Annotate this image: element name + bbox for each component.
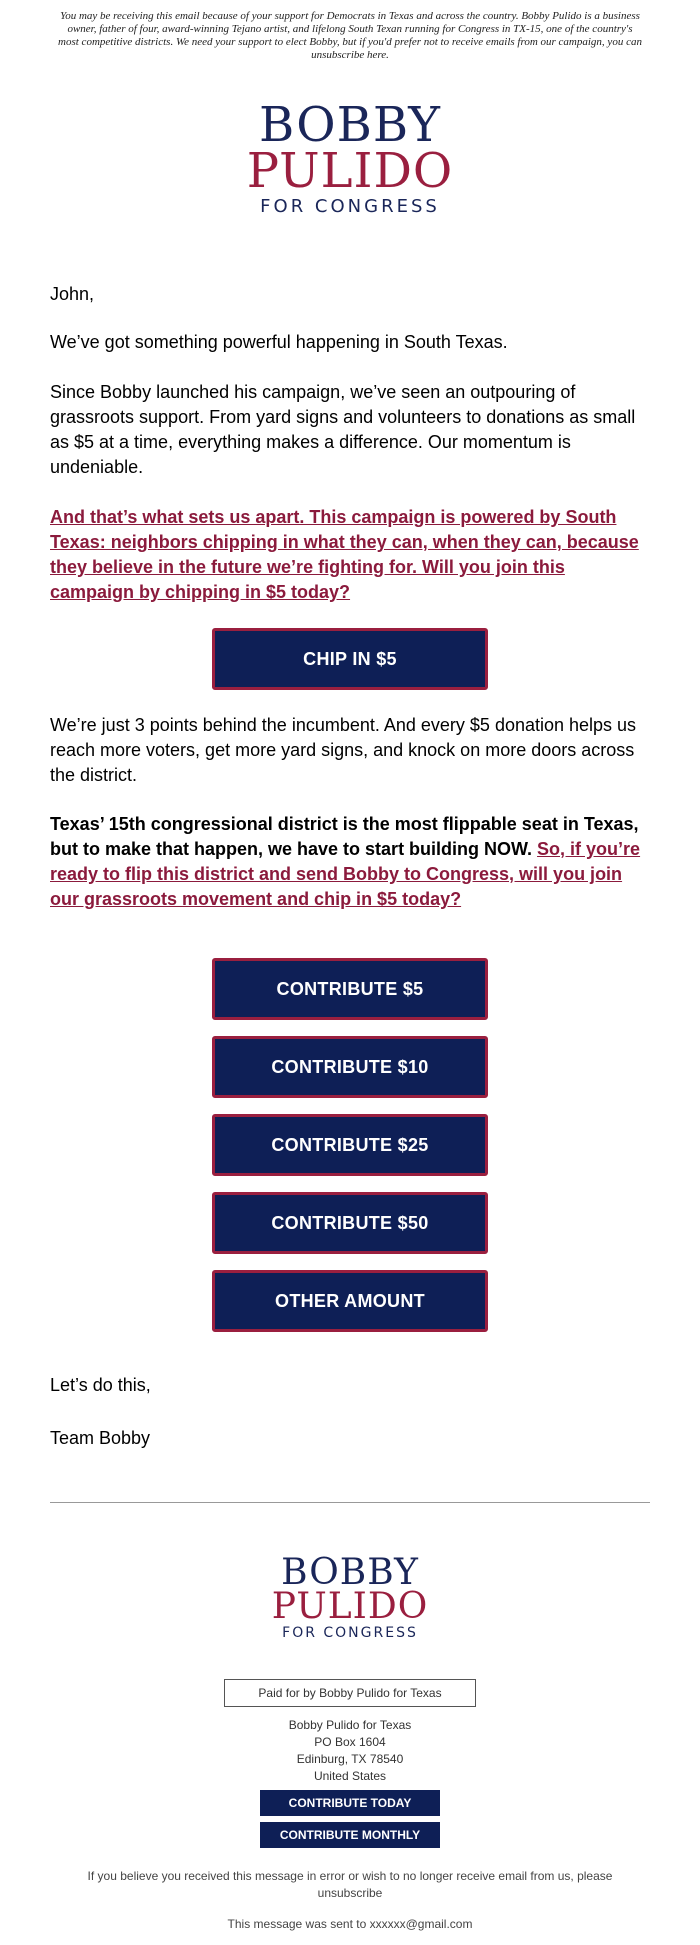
preheader-text: You may be receiving this email because of your support for Democrats in Texas and across the country. Bobby Pulido is a business owner, father of four, award-winning Tejano artist, and lifelong South Texan running for Congress in TX-15, one of the country's most competitive districts. We need your support to elect Bobby, but if you'd prefer not to receive emails from our campaign, you can unsubscribe here. [58, 10, 642, 61]
header-logo[interactable] [0, 97, 700, 237]
contribute-today-button[interactable]: CONTRIBUTE TODAY [260, 1790, 440, 1816]
contribute-monthly-button[interactable]: CONTRIBUTE MONTHLY [260, 1822, 440, 1848]
paragraph-ask-2 [50, 812, 650, 912]
contribute-5-button[interactable]: CONTRIBUTE $5 [212, 958, 488, 1020]
district-statement: Texas’ 15th congressional district is the most flippable seat in Texas, but to make that happen, we have to start building NOW. [50, 814, 639, 859]
logo-line-pulido: PULIDO [271, 1586, 429, 1627]
other-amount-button[interactable]: OTHER AMOUNT [212, 1270, 488, 1332]
donate-link-2[interactable]: So, if you’re ready to flip this district and send Bobby to Congress, will you join our grassroots movement and chip in $5 today? [50, 839, 641, 909]
greeting: John, [50, 284, 95, 304]
paid-for-disclaimer: Paid for by Bobby Pulido for Texas [224, 1679, 476, 1707]
chip-in-5-button[interactable]: CHIP IN $5 [212, 628, 488, 690]
signoff: Let’s do this, [50, 1375, 151, 1395]
logo-line-pulido: PULIDO [246, 143, 454, 199]
logo-line-bobby: BOBBY [281, 1552, 419, 1593]
contribute-25-button[interactable]: CONTRIBUTE $25 [212, 1114, 488, 1176]
donate-link-1[interactable]: And that’s what sets us apart. This campaign is powered by South Texas: neighbors chipping in what they can, when they can, because they believe in the future we’re fighting for. Will you join this campaign by chipping in $5 today? [50, 507, 639, 602]
footer-logo[interactable] [0, 1552, 700, 1641]
unsubscribe-notice[interactable]: If you believe you received this message in error or wish to no longer receive email from us, please unsubscribe [87, 1869, 613, 1900]
address-line: Bobby Pulido for Texas [288, 1718, 412, 1732]
signature: Team Bobby [50, 1428, 151, 1448]
paragraph-intro: We’ve got something powerful happening in South Texas. [50, 332, 508, 352]
address-line: PO Box 1604 [314, 1735, 386, 1749]
paragraph-momentum: Since Bobby launched his campaign, we’ve seen an outpouring of grassroots support. From yard signs and volunteers to donations as small as $5 at a time, everything makes a difference. Our momentum is undeniable. [50, 382, 636, 477]
address-line: Edinburg, TX 78540 [296, 1752, 404, 1766]
contribute-10-button[interactable]: CONTRIBUTE $10 [212, 1036, 488, 1098]
sent-to-notice: This message was sent to xxxxxx@gmail.com [227, 1917, 473, 1931]
paragraph-ask-1 [50, 505, 650, 605]
footer-divider [50, 1502, 650, 1503]
address-line: United States [313, 1769, 387, 1783]
paragraph-polls: We’re just 3 points behind the incumbent. And every $5 donation helps us reach more voters, get more yard signs, and knock on more doors across the district. [50, 715, 637, 785]
logo-line-bobby: BOBBY [259, 97, 441, 153]
contribute-50-button[interactable]: CONTRIBUTE $50 [212, 1192, 488, 1254]
logo-line-for-congress: FOR CONGRESS [260, 196, 440, 217]
logo-line-for-congress: FOR CONGRESS [282, 1625, 418, 1641]
mailing-address [0, 1717, 700, 1785]
